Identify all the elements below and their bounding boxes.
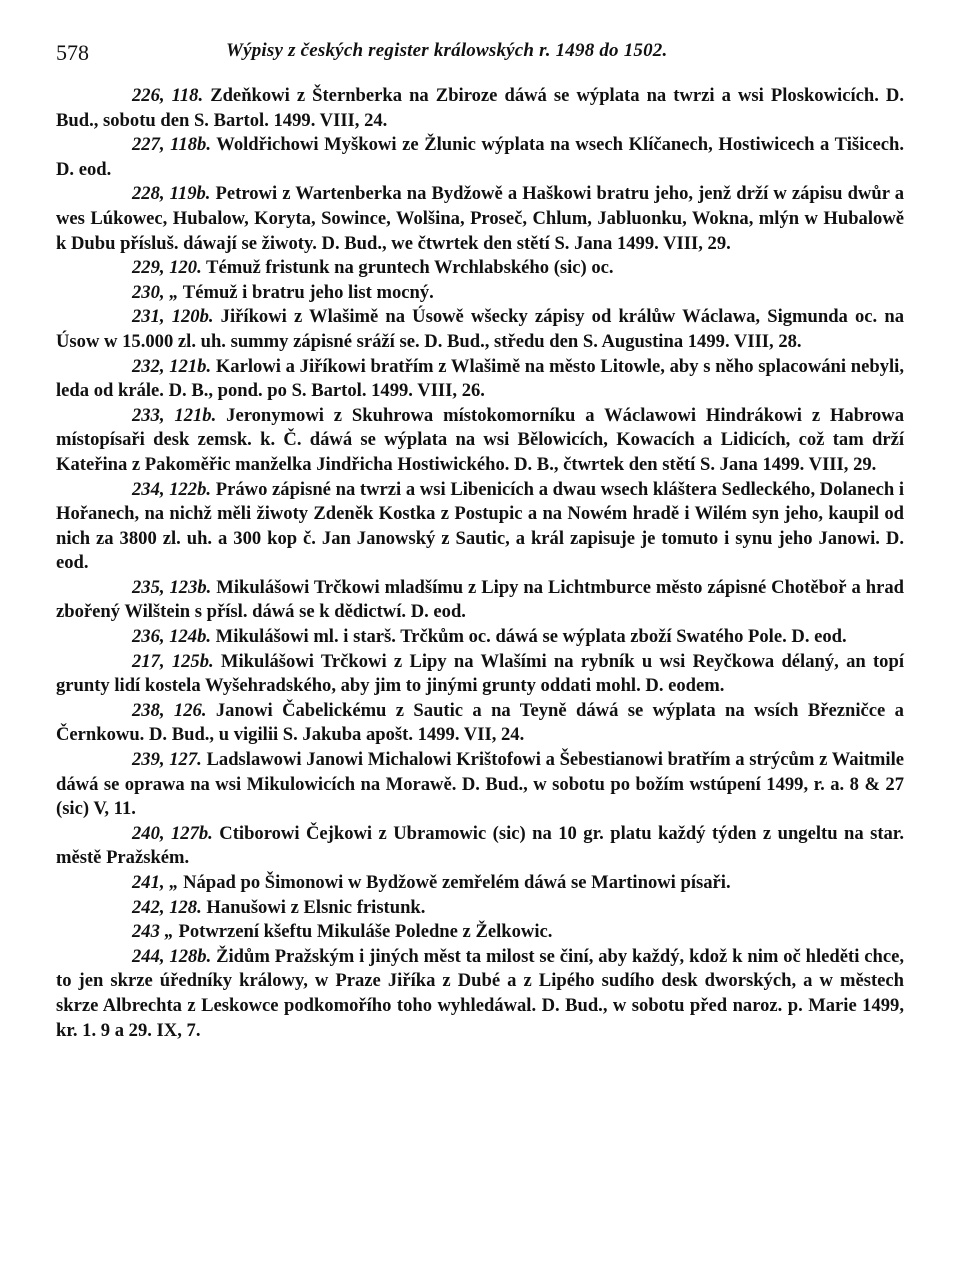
register-entry [56, 896, 904, 921]
entry-text: Židům Pražským i jiných měst ta milost se činí, aby každý, kdož k nim oč hleděti chce, to jen skrze úředníky králowy, w Praze Jiříka z Dubé a z Lipého sudího desk dworských, a w městech skrze Albrechta z Leskowce podkomořího toho wyhledáwal. D. Bud., w sobotu před naroz. p. Marie 1499, kr. 1. 9 a 29. IX, 7. [56, 945, 904, 1041]
entry-text: Mikulášowi Trčkowi mladšímu z Lipy na Lichtmburce město zápisné Chotěboř a hrad zbořený Wilštein s přísl. dáwá se k dědictwí. D. eod. [56, 576, 904, 623]
entry-reference: 240, 127b. [132, 822, 213, 844]
entry-text: Mikulášowi Trčkowi z Lipy na Wlašími na rybník u wsi Reyčkowa délaný, an topí grunty lidí kostela Wyšehradského, aby jim to jinými grunty oddati mohl. D. eodem. [56, 650, 904, 697]
entry-text: Jiříkowi z Wlašimě na Úsowě wšecky zápisy od králůw Wáclawa, Sigmunda oc. na Úsow w 15.000 zl. uh. summy zápisné sráží se. D. Bud., středu den S. Augustina 1499. VIII, 28. [56, 306, 904, 352]
register-entry [56, 281, 904, 306]
entry-text: Karlowi a Jiříkowi bratřím z Wlašimě na město Litowle, aby s něho splacowáni nebyli, leda od krále. D. B., pond. po S. Bartol. 1499. VIII, 26. [56, 355, 904, 402]
register-entry [56, 576, 904, 625]
entries-list [56, 84, 904, 1043]
entry-text: Hanušowi z Elsnic fristunk. [201, 896, 426, 918]
entry-reference: 232, 121b. [132, 355, 212, 377]
entry-reference: 234, 122b. [132, 478, 212, 500]
entry-text: Nápad po Šimonowi w Bydžowě zemřelém dáwá se Martinowi písaři. [178, 872, 731, 893]
entry-reference: 233, 121b. [132, 404, 217, 426]
entry-reference: 235, 123b. [132, 576, 212, 598]
entry-text: Práwo zápisné na twrzi a wsi Libenicích a dwau wsech kláštera Sedleckého, Dolanech i Hořanech, na nichž měli žiwoty Zdeněk Kostka z Postupic a na Nowém hradě i Wilém syn jeho, kaupil od nich za 3800 zl. uh. a 300 kop č. Jan Janowský z Sautic, a král zapisuje je tomuto i synu jeho Janowi. D. eod. [56, 478, 905, 574]
register-entry [56, 355, 904, 404]
entry-text: Petrowi z Wartenberka na Bydžowě a Haškowi bratru jeho, jenž drží w zápisu dwůr a wes Lúkowec, Hubalow, Koryta, Sowince, Wolšina, Proseč, Chlum, Jabluonku, Wokna, mlýn w Hubalowě k Dubu přísluš. dáwají se žiwoty. D. Bud., we čtwrtek den stětí S. Jana 1499. VIII, 29. [56, 183, 905, 254]
entry-text: Témuž fristunk na gruntech Wrchlabského (sic) oc. [201, 257, 614, 279]
register-entry [56, 650, 904, 699]
register-entry [56, 748, 904, 822]
register-entry [56, 404, 904, 478]
register-entry [56, 945, 904, 1043]
entry-reference: 242, 128. [132, 896, 202, 918]
entry-reference: 243 „ [132, 921, 174, 943]
register-entry [56, 478, 904, 576]
entry-reference: 229, 120. [132, 257, 202, 279]
entry-text: Ctiborowi Čejkowi z Ubramowic (sic) na 10 gr. platu každý týden z ungeltu na star. městě Pražském. [56, 822, 904, 869]
entry-text: Janowi Čabelickému z Sautic a na Teyně dáwá se wýplata na wsích Březničce a Černkowu. D. Bud., u vigilii S. Jakuba apošt. 1499. VII, 24. [56, 699, 904, 746]
register-entry [56, 625, 904, 650]
register-entry [56, 920, 904, 945]
entry-reference: 230, „ [132, 281, 179, 303]
entry-reference: 244, 128b. [132, 945, 212, 967]
register-entry [56, 182, 904, 256]
entry-reference: 241, „ [132, 872, 179, 893]
entry-text: Ladslawowi Janowi Michalowi Krištofowi a Šebestianowi bratřím a strýcům z Waitmile dáwá se oprawa na wsi Mikulowicích na Morawě. D. Bud., w sobotu po božím wstúpení 1499, r. a. 8 & 27 (sic) V, 11. [56, 749, 904, 820]
entry-text: Jeronymowi z Skuhrowa místokomorníku a Wáclawowi Hindrákowi z Habrowa místopísaři desk zemsk. k. Č. dáwá se wýplata na wsi Bělowicích, Kowacích a Lidicích, což tam drží Kateřina z Pakoměřic manželka Jindřicha Hostiwického. D. B., čtwrtek den stětí S. Jana 1499. VIII, 29. [56, 404, 905, 475]
page-header [56, 36, 904, 72]
register-entry [56, 699, 904, 748]
entry-reference: 238, 126. [132, 699, 207, 721]
register-entry [56, 256, 904, 281]
entry-text: Woldřichowi Myškowi ze Žlunic wýplata na wsech Klíčanech, Hostiwicech a Tišicech. D. eod. [56, 134, 905, 180]
register-entry [56, 871, 904, 896]
entry-reference: 239, 127. [132, 749, 202, 771]
entry-reference: 226, 118. [132, 85, 204, 106]
register-entry [56, 133, 904, 182]
entry-reference: 227, 118b. [132, 134, 211, 156]
entry-reference: 231, 120b. [132, 306, 214, 328]
entry-reference: 236, 124b. [132, 626, 212, 648]
running-title: Wýpisy z českých register králowských r. 1498 do 1502. [226, 40, 668, 61]
entry-text: Zdeňkowi z Šternberka na Zbiroze dáwá se wýplata na twrzi a wsi Ploskowicích. D. Bud., sobotu den S. Bartol. 1499. VIII, 24. [56, 85, 904, 131]
page-number: 578 [56, 40, 89, 65]
register-entry [56, 305, 904, 354]
document-page [56, 36, 904, 1043]
entry-reference: 217, 125b. [132, 650, 214, 672]
entry-reference: 228, 119b. [132, 183, 211, 205]
entry-text: Potwrzení kšeftu Mikuláše Poledne z Želkowic. [173, 921, 553, 943]
entry-text: Témuž i bratru jeho list mocný. [178, 281, 434, 303]
register-entry [56, 84, 904, 133]
entry-text: Mikulášowi ml. i starš. Trčkům oc. dáwá se wýplata zboží Swatého Pole. D. eod. [211, 626, 847, 648]
register-entry [56, 822, 904, 871]
